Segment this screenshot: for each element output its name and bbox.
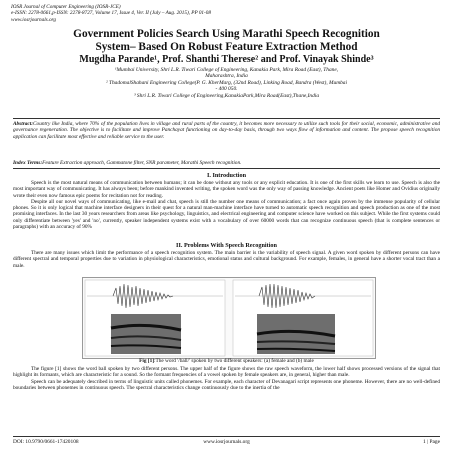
- abstract-top-rule: [13, 118, 440, 119]
- affiliation-1: ¹Mumbai University, Shri L.R. Tiwari College of Engineering, Kanakia Park, Mira Road (East), Thane,: [114, 67, 339, 73]
- title-line-2: System– Based On Robust Feature Extraction Method: [95, 40, 358, 53]
- journal-website: www.iosrjournals.org: [11, 16, 56, 23]
- figure-caption-label: Fig [1]: [139, 358, 155, 364]
- index-terms: [13, 160, 440, 166]
- figure-speech-waveforms: [82, 277, 376, 359]
- introduction-paragraph-2: Despite all our novel ways of communicating, like e-mail and chat, speech is still the number one means of communication; a fact once again proven by the immense popularity of cellular phones. So it is only logical that machine interface designers in their quest for a natural man-machine interface have turned to automatic speech recognition and speech production as one of the most promising interfaces. In the last 30 years researchers from areas like psychology, linguistics, and electrical engineering and computer science have worked on this subject. While the first systems could only differentiate between 'yes' and 'no', currently, speaker independent systems exist with a vocabulary of over 60000 words that can recognize continuous speech (that is complete sentences or paragraphs) with an accuracy of 90%: [13, 198, 440, 230]
- waveform-spectrogram-image: [83, 278, 375, 358]
- journal-header: [11, 4, 441, 23]
- index-terms-text: Feature Extraction approach, Gammatone filter, SNR parameter, Marathi Speech recognition.: [42, 160, 242, 166]
- affiliations: [30, 67, 423, 99]
- figure-discussion-paragraph-2: Speech can be adequately described in terms of linguistic units called phonemes. For example, each character of Devanagari script represents one phoneme. However, there are no well-defined boundaries between phonemes in continuous speech. The spectral characteristics change continuously due to the inertia of the: [13, 378, 440, 391]
- section-heading-introduction: I. Introduction: [206, 172, 247, 179]
- figure-discussion-body: [13, 366, 440, 391]
- affiliation-3: ³ Shri L.R. Tiwari College of Engineering,KanakiaPark,Mira Road(East),Thane,India: [133, 92, 320, 99]
- figure-discussion-paragraph-1: The figure [1] shows the word ball spoken by two different persons. The upper half of the figure shows the raw speech waveform, the lower half shows processed versions of the signal that highlight its formants, which are characteristic for a sound. So the formant frequencies of a vowel spoken by female speakers are, in general, higher than male.: [13, 366, 440, 379]
- paper-title: [20, 28, 433, 53]
- introduction-paragraph-1: Speech is the most natural means of communication between humans; it can be done without any tools or any explicit education. It is one of the first skills we learn to use. Speech is also the most important way of communicating. It has always been; before mankind invented writing, the spoken word was the only way of passing knowledge. Ancient poets like Homer and Ovidius originally wrote their even now famous epic poems for recitation not for reading.: [13, 180, 440, 199]
- abstract-label: Abstract:: [13, 121, 34, 127]
- affiliation-2-cont: - 400 050.: [215, 86, 238, 93]
- index-terms-label: Index Terms:: [13, 160, 43, 166]
- page-footer: [13, 436, 440, 446]
- journal-name: IOSR Journal of Computer Engineering (IOSR-JCE): [11, 4, 121, 10]
- title-line-1: Government Policies Search Using Marathi Speech Recognition: [73, 28, 380, 40]
- journal-issn: e-ISSN: 2278-0661,p-ISSN: 2278-8727, Volume 17, Issue 4, Ver. II (July – Aug. 2015), PP 01-08: [11, 10, 211, 17]
- affiliation-2: ² ThadomalShahani Engineering College(P. G. KherMarg, (32nd Road), Linking Road, Bandra (West), Mumbai: [106, 79, 347, 86]
- problems-paragraph-1: There are many issues which limit the performance of a speech recognition system. The main barrier is the variability of speech signal. A given word spoken by different persons can have different spectral and temporal properties due to variation in physiological characteristics, emotional status and cultural background. For example, females, in general have a shorter vocal tract than a male.: [13, 250, 440, 269]
- figure-caption: [13, 358, 440, 364]
- footer-doi: DOI: 10.9790/0661-17420108: [13, 439, 79, 445]
- figure-caption-text: :The word '/ball/' spoken by two different speakers: (a) female and (b) male: [154, 358, 314, 364]
- footer-website: www.iosrjournals.org: [203, 439, 250, 445]
- abstract-text: Country like India, where 70% of the population lives in village and rural parts of the country, it becomes more necessary to utilize such tools for their social, economic, administrative and governance regeneration. The objective is to facilitate and improve Panchayat functioning on day-to-day basis, through two ways flow of information and content. The propose speech recognition application can facilitate most effective and reliable service to the user.: [13, 121, 440, 140]
- section-heading-problems: II. Problems With Speech Recognition: [176, 242, 277, 249]
- introduction-body: [13, 180, 440, 230]
- abstract-bottom-rule: [13, 168, 440, 169]
- affiliation-1-cont: Maharashtra, India: [205, 73, 248, 80]
- authors: Mugdha Parande¹, Prof. Shanthi Therese² and Prof. Vinayak Shinde³: [79, 54, 374, 65]
- footer-page-number: 1 | Page: [423, 439, 440, 445]
- abstract: [13, 121, 440, 140]
- problems-body: [13, 250, 440, 269]
